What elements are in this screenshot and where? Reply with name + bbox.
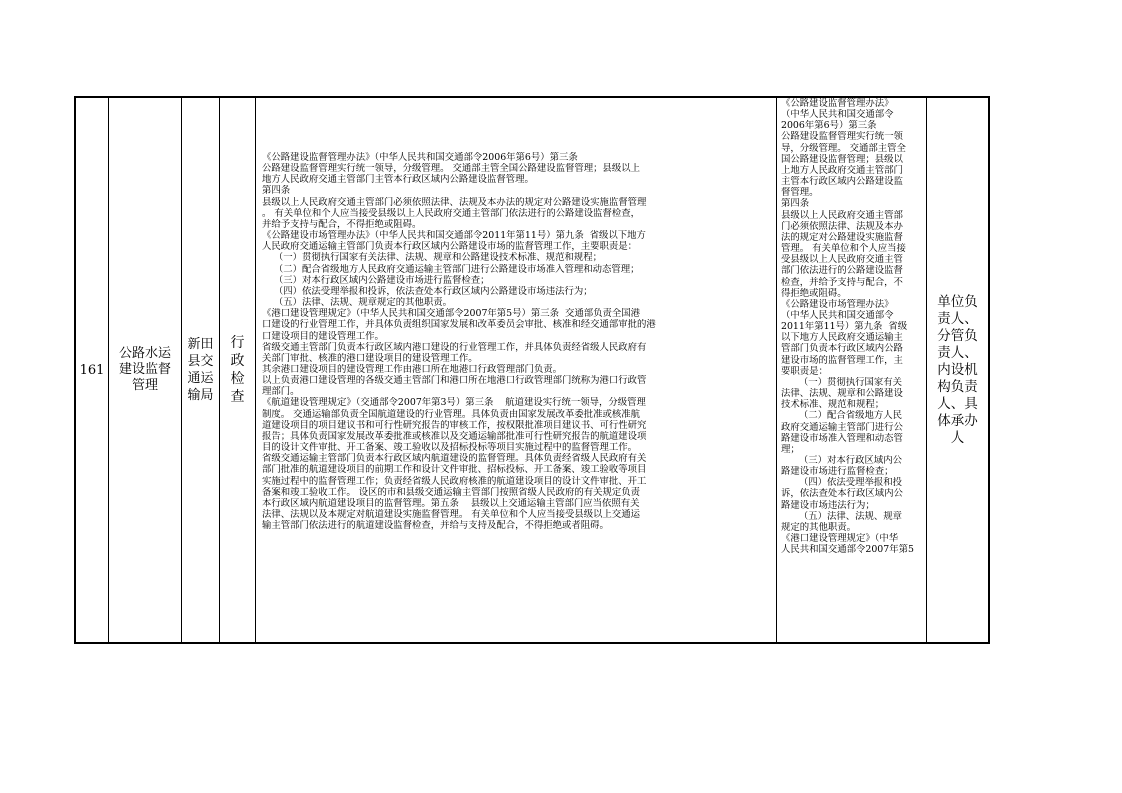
responsibility-line: 督管理。 [781, 187, 819, 199]
responsibility-line: 路建设市场违法行为； [781, 499, 875, 511]
responsibility-line: 2011年第11号）第九条 省级 [781, 321, 908, 333]
legal-basis-line: 部门批准的航道建设项目的前期工作和设计文件审批、招标投标、开工备案、竣工验收等项目 [262, 464, 647, 476]
row-number-cell [76, 98, 109, 642]
responsibility-line: 理； [781, 443, 800, 455]
legal-basis-text [256, 98, 776, 531]
responsibility-line: 法的规定对公路建设实施监督 [781, 231, 903, 243]
legal-basis-line: 《港口建设管理规定》（中华人民共和国交通部令2007年第5号）第三条 交通部负责全国港 [262, 308, 640, 320]
legal-basis-line: 并给予支持与配合，不得拒绝或阻碍。 [262, 218, 422, 230]
legal-basis-line: 第四条 [262, 185, 291, 197]
responsibility-line: （三）对本行政区域内公 [781, 455, 903, 466]
responsibility-line: 路建设市场准入管理和动态管 [781, 432, 903, 444]
responsibility-line: 《港口建设管理规定》（中华 [781, 533, 899, 545]
responsible-persons-cell [927, 98, 988, 642]
responsible-persons: 单位负责人、分管负责人、内设机构负责人、具体承办人 [937, 293, 978, 446]
legal-basis-line: 口建设的行业管理工作，并具体负责组织国家发展和改革委员会审批、核准和经交通部审批的港 [262, 319, 656, 331]
legal-basis-line: 备案和竣工验收工作。 设区的市和县级交通运输主管部门按照省级人民政府的有关规定负责 [262, 486, 640, 498]
responsibility-text [777, 98, 926, 555]
responsibility-line: 部门依法进行的公路建设监督 [781, 265, 903, 277]
responsibility-line: 2006年第6号）第三条 [781, 120, 877, 132]
responsibility-line: 得拒绝或阻碍。 [781, 287, 847, 299]
responsibility-line: 管部门负责本行政区域内公路 [781, 343, 903, 355]
responsibility-line: 要职责是： [781, 365, 828, 377]
legal-basis-line: 省级交通运输主管部门负责本行政区域内航道建设的监督管理。具体负责经省级人民政府有关 [262, 453, 647, 465]
responsibility-line: （五）法律、法规、规章 [781, 510, 903, 522]
row-number: 161 [79, 362, 105, 378]
responsibility-line: 人民共和国交通部令2007年第5 [781, 544, 914, 556]
department-cell [182, 98, 220, 642]
legal-basis-line: 《公路建设监督管理办法》（中华人民共和国交通部令2006年第6号）第三条 [262, 152, 578, 163]
legal-basis-line: 关部门审批、核准的港口建设项目的建设管理工作。 [262, 352, 478, 364]
legal-basis-line: （五）法律、法规、规章规定的其他职责。 [262, 297, 453, 309]
legal-basis-line: 输主管部门依法进行的航道建设监督检查，并给与支持及配合，不得拒绝或者阻碍。 [262, 520, 609, 532]
item-name-cell [109, 98, 182, 642]
record-table-row [74, 96, 990, 644]
responsibility-line: 《公路建设监督管理办法》 [781, 98, 894, 109]
responsibility-line: 门必须依照法律、法规及本办 [781, 220, 903, 232]
responsibility-line: 检查，并给予支持与配合，不 [781, 276, 903, 288]
responsibility-line: 导，分级管理。 交通部主管全 [781, 142, 906, 154]
legal-basis-line: 地方人民政府交通主管部门主管本行政区域内公路建设监督管理。 [262, 174, 534, 186]
responsibility-line: 技术标准、规范和规程； [781, 399, 885, 411]
legal-basis-line: 法律、法规以及本规定对航道建设实施监督管理。 有关单位和个人应当接受县级以上交通运 [262, 509, 640, 520]
legal-basis-line: 。 有关单位和个人应当接受县级以上人民政府交通主管部门依法进行的公路建设监督检查， [262, 207, 640, 219]
responsibility-line: 建设市场的监督管理工作，主 [781, 354, 903, 366]
legal-basis-line: 道建设项目的项目建议书和可行性研究报告的审核工作，按权限批准项目建议书、可行性研究 [262, 419, 647, 431]
legal-basis-line: 口建设项目的建设管理工作。 [262, 330, 384, 342]
legal-basis-line: 制度。 交通运输部负责全国航道建设的行业管理。具体负责由国家发展改革委批准或核准航 [262, 408, 640, 420]
legal-basis-line: 理部门。 [262, 386, 300, 398]
responsibility-line: 管理。 有关单位和个人应当接 [781, 243, 906, 255]
legal-basis-line: （三）对本行政区域内公路建设市场进行监督检查； [262, 274, 490, 286]
responsibility-line: 县级以上人民政府交通主管部 [781, 209, 903, 221]
responsibility-line: （二）配合省级地方人民 [781, 410, 903, 422]
legal-basis-line: 省级交通主管部门负责本行政区域内港口建设的行业管理工作，并具体负责经省级人民政府有 [262, 341, 647, 353]
responsibility-line: 主管本行政区域内公路建设监 [781, 176, 903, 188]
responsibility-line: 法律、法规、规章和公路建设 [781, 388, 903, 400]
legal-basis-line: （一）贯彻执行国家有关法律、法规、规章和公路建设技术标准、规范和规程； [262, 252, 603, 264]
responsibility-line: （四）依法受理举报和投 [781, 477, 903, 489]
responsibility-line: 上地方人民政府交通主管部门 [781, 164, 903, 176]
legal-basis-line: 县级以上人民政府交通主管部门必须依照法律、法规及本办法的规定对公路建设实施监督管理 [262, 196, 647, 208]
legal-basis-line: 《公路建设市场管理办法》（中华人民共和国交通部令2011年第11号）第九条 省级以下地方 [262, 230, 646, 242]
responsibility-line: 受县级以上人民政府交通主管 [781, 254, 903, 266]
legal-basis-line: 人民政府交通运输主管部门负责本行政区域内公路建设市场的监督管理工作，主要职责是： [262, 241, 638, 253]
responsibility-line: 政府交通运输主管部门进行公 [781, 421, 903, 433]
responsibility-line: 第四条 [781, 198, 810, 210]
responsibility-line: 公路建设监督管理实行统一领 [781, 131, 903, 143]
responsibility-line: （中华人民共和国交通部令 [781, 309, 894, 321]
legal-basis-line: 本行政区域内航道建设项目的监督管理。第五条 县级以上交通运输主管部门应当依照有关 [262, 497, 640, 509]
legal-basis-line: （四）依法受理举报和投诉，依法查处本行政区域内公路建设市场违法行为； [262, 285, 593, 297]
responsibility-line: 国公路建设监督管理；县级以 [781, 153, 903, 165]
legal-basis-line: 以上负责港口建设管理的各级交通主管部门和港口所在地港口行政管理部门统称为港口行政管 [262, 375, 647, 387]
responsibility-line: 规定的其他职责。 [781, 521, 857, 533]
responsibility-line: 《公路建设市场管理办法》 [781, 298, 894, 310]
legal-basis-line: 报告；具体负责国家发展改革委批准或核准以及交通运输部批准可行性研究报告的航道建设项 [262, 430, 647, 442]
responsibility-cell [777, 98, 927, 642]
legal-basis-cell [256, 98, 777, 642]
responsibility-line: （中华人民共和国交通部令 [781, 109, 894, 121]
department-name: 新田县交通运输局 [187, 337, 214, 403]
category-label: 行政检查 [230, 335, 245, 405]
category-cell [220, 98, 256, 642]
responsibility-line: 路建设市场进行监督检查； [781, 466, 894, 478]
legal-basis-line: 目的设计文件审批、开工备案、竣工验收以及招标投标等项目实施过程中的监督管理工作。 [262, 442, 638, 454]
item-name: 公路水运建设监督管理 [118, 346, 171, 393]
legal-basis-line: 其余港口建设项目的建设管理工作由港口所在地港口行政管理部门负责。 [262, 363, 563, 375]
legal-basis-line: 公路建设监督管理实行统一领导，分级管理。 交通部主管全国公路建设监督管理；县级以上 [262, 163, 640, 175]
responsibility-line: 诉，依法查处本行政区域内公 [781, 488, 903, 500]
legal-basis-line: 实施过程中的监督管理工作；负责经省级人民政府核准的航道建设项目的设计文件审批、开工 [262, 475, 647, 487]
responsibility-line: （一）贯彻执行国家有关 [781, 376, 903, 388]
legal-basis-line: 《航道建设管理规定》（交通部令2007年第3号）第三条 航道建设实行统一领导，分级管理 [262, 397, 646, 409]
responsibility-line: 以下地方人民政府交通运输主 [781, 332, 903, 344]
legal-basis-line: （二）配合省级地方人民政府交通运输主管部门进行公路建设市场准入管理和动态管理； [262, 263, 640, 275]
